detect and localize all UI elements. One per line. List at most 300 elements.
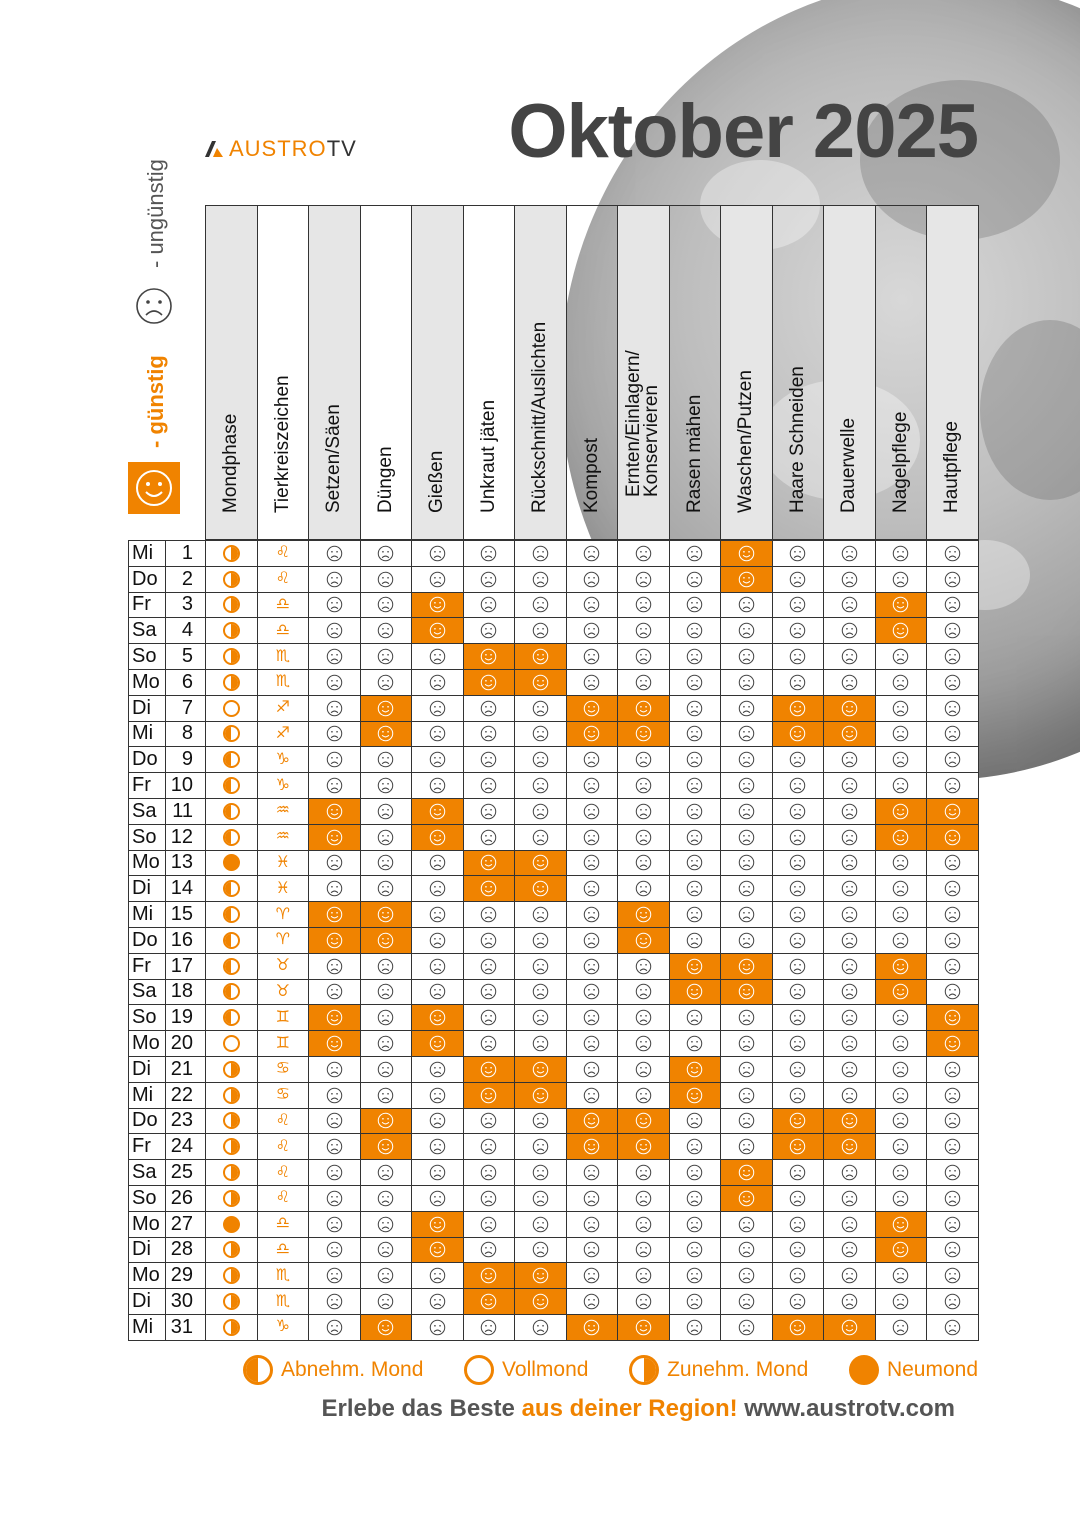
- frown-icon: [480, 1164, 497, 1181]
- unfavorable-cell: [669, 901, 722, 928]
- smiley-icon: [532, 1087, 549, 1104]
- unfavorable-cell: [463, 927, 516, 954]
- unfavorable-cell: [308, 979, 361, 1006]
- favorable-cell: [308, 927, 361, 954]
- favorable-cell: [360, 1108, 413, 1135]
- frown-icon: [944, 906, 961, 923]
- unfavorable-cell: [617, 1288, 670, 1315]
- frown-icon: [326, 1319, 343, 1336]
- unfavorable-cell: [823, 540, 876, 567]
- frown-icon: [892, 1267, 909, 1284]
- frown-icon: [944, 1087, 961, 1104]
- favorable-cell: [360, 901, 413, 928]
- zodiac-icon: ♌: [275, 544, 290, 562]
- column-header: [823, 205, 876, 540]
- unfavorable-cell: [772, 1004, 825, 1031]
- frown-icon: [377, 1164, 394, 1181]
- unfavorable-cell: [720, 746, 773, 773]
- weekday-cell: Do: [128, 927, 166, 954]
- unfavorable-cell: [514, 540, 567, 567]
- unfavorable-cell: [463, 953, 516, 980]
- unfavorable-cell: [772, 927, 825, 954]
- unfavorable-cell: [875, 721, 928, 748]
- frown-icon: [429, 880, 446, 897]
- favorable-cell: [463, 669, 516, 696]
- smiley-icon: [480, 1267, 497, 1284]
- smiley-icon: [686, 958, 703, 975]
- frown-icon: [686, 854, 703, 871]
- smiley-icon: [789, 1319, 806, 1336]
- frown-icon: [635, 1035, 652, 1052]
- date-cell: 19: [165, 1004, 206, 1031]
- unfavorable-cell: [926, 1185, 979, 1212]
- frown-icon: [429, 725, 446, 742]
- unfavorable-cell: [772, 979, 825, 1006]
- unfavorable-cell: [360, 1237, 413, 1264]
- frown-icon: [686, 1267, 703, 1284]
- frown-icon: [480, 545, 497, 562]
- favorable-cell: [875, 1237, 928, 1264]
- frown-icon: [429, 700, 446, 717]
- frown-icon: [377, 648, 394, 665]
- frown-icon: [841, 1164, 858, 1181]
- frown-icon: [635, 803, 652, 820]
- unfavorable-cell: [720, 1082, 773, 1109]
- frown-icon: [135, 287, 173, 325]
- unfavorable-cell: [617, 1030, 670, 1057]
- unfavorable-cell: [617, 772, 670, 799]
- favorable-cell: [823, 1108, 876, 1135]
- zodiac-cell: [257, 566, 310, 593]
- frown-icon: [326, 1112, 343, 1129]
- frown-icon: [480, 983, 497, 1000]
- zodiac-icon: ♉: [275, 957, 290, 975]
- weekday-cell: So: [128, 1185, 166, 1212]
- frown-icon: [377, 777, 394, 794]
- unfavorable-cell: [823, 566, 876, 593]
- smiley-icon: [377, 1112, 394, 1129]
- zodiac-icon: ♐: [275, 699, 290, 717]
- frown-icon: [583, 829, 600, 846]
- zodiac-cell: [257, 901, 310, 928]
- frown-icon: [738, 1009, 755, 1026]
- frown-icon: [738, 648, 755, 665]
- weekday-cell: So: [128, 1004, 166, 1031]
- favorable-cell: [617, 1314, 670, 1341]
- unfavorable-cell: [308, 540, 361, 567]
- favorable-cell: [617, 721, 670, 748]
- zodiac-cell: [257, 1159, 310, 1186]
- unfavorable-cell: [411, 721, 464, 748]
- smiley-icon: [480, 854, 497, 871]
- frown-icon: [789, 906, 806, 923]
- unfavorable-cell: [720, 824, 773, 851]
- waning-moon-icon: [223, 803, 240, 820]
- favorable-cell: [875, 953, 928, 980]
- waxing-moon-icon: [223, 648, 240, 665]
- frown-icon: [480, 829, 497, 846]
- unfavorable-cell: [926, 746, 979, 773]
- frown-icon: [635, 880, 652, 897]
- frown-icon: [944, 983, 961, 1000]
- favorable-cell: [514, 1082, 567, 1109]
- frown-icon: [635, 854, 652, 871]
- frown-icon: [429, 648, 446, 665]
- unfavorable-cell: [411, 1262, 464, 1289]
- frown-icon: [583, 1061, 600, 1078]
- frown-icon: [326, 854, 343, 871]
- unfavorable-cell: [566, 1237, 619, 1264]
- frown-icon: [326, 1087, 343, 1104]
- frown-icon: [583, 1087, 600, 1104]
- frown-icon: [583, 854, 600, 871]
- waxing-moon-icon: [223, 674, 240, 691]
- frown-icon: [326, 1241, 343, 1258]
- frown-icon: [635, 571, 652, 588]
- frown-icon: [789, 777, 806, 794]
- frown-icon: [635, 1087, 652, 1104]
- frown-icon: [789, 674, 806, 691]
- frown-icon: [326, 958, 343, 975]
- unfavorable-cell: [514, 617, 567, 644]
- unfavorable-cell: [360, 1185, 413, 1212]
- frown-icon: [635, 983, 652, 1000]
- frown-icon: [326, 1138, 343, 1155]
- unfavorable-cell: [772, 1056, 825, 1083]
- column-header: [205, 205, 258, 540]
- unfavorable-cell: [566, 901, 619, 928]
- date-cell: 7: [165, 695, 206, 722]
- zodiac-cell: [257, 1288, 310, 1315]
- date-cell: 14: [165, 875, 206, 902]
- frown-icon: [480, 1241, 497, 1258]
- weekday-cell: Do: [128, 746, 166, 773]
- moon-phase-cell: [205, 1030, 258, 1057]
- frown-icon: [583, 751, 600, 768]
- unfavorable-cell: [411, 953, 464, 980]
- frown-icon: [377, 596, 394, 613]
- smiley-icon: [429, 1241, 446, 1258]
- date-cell: 28: [165, 1237, 206, 1264]
- frown-icon: [429, 906, 446, 923]
- unfavorable-cell: [772, 1030, 825, 1057]
- favorable-cell: [360, 1133, 413, 1160]
- favorable-cell: [772, 1133, 825, 1160]
- unfavorable-cell: [823, 643, 876, 670]
- unfavorable-cell: [772, 953, 825, 980]
- frown-icon: [738, 725, 755, 742]
- unfavorable-cell: [823, 592, 876, 619]
- frown-icon: [377, 571, 394, 588]
- moon-phase-cell: [205, 1237, 258, 1264]
- frown-icon: [429, 545, 446, 562]
- smiley-icon: [635, 932, 652, 949]
- moon-phase-cell: [205, 1082, 258, 1109]
- favorable-cell: [463, 1056, 516, 1083]
- unfavorable-cell: [566, 1262, 619, 1289]
- frown-icon: [532, 1138, 549, 1155]
- unfavorable-cell: [360, 669, 413, 696]
- unfavorable-cell: [566, 1159, 619, 1186]
- unfavorable-cell: [823, 901, 876, 928]
- frown-icon: [326, 777, 343, 794]
- unfavorable-cell: [669, 540, 722, 567]
- frown-icon: [892, 1164, 909, 1181]
- column-header: [566, 205, 619, 540]
- zodiac-icon: ♌: [275, 1111, 290, 1129]
- smiley-icon: [738, 983, 755, 1000]
- frown-icon: [944, 1061, 961, 1078]
- unfavorable-cell: [823, 746, 876, 773]
- unfavorable-cell: [875, 1262, 928, 1289]
- frown-icon: [377, 803, 394, 820]
- unfavorable-cell: [360, 1030, 413, 1057]
- unfavorable-cell: [617, 1185, 670, 1212]
- frown-icon: [532, 1241, 549, 1258]
- unfavorable-cell: [772, 824, 825, 851]
- frown-icon: [377, 622, 394, 639]
- frown-icon: [686, 1138, 703, 1155]
- unfavorable-cell: [308, 695, 361, 722]
- unfavorable-cell: [772, 1082, 825, 1109]
- zodiac-icon: ♑: [275, 776, 290, 794]
- legend-full: Vollmond: [464, 1355, 588, 1385]
- unfavorable-cell: [875, 540, 928, 567]
- frown-icon: [583, 1164, 600, 1181]
- column-header-label: Rückschnitt/Auslichten: [529, 321, 551, 513]
- frown-icon: [738, 1241, 755, 1258]
- unfavorable-cell: [720, 721, 773, 748]
- column-header: [360, 205, 413, 540]
- frown-icon: [789, 803, 806, 820]
- favorable-cell: [463, 643, 516, 670]
- favorable-cell: [411, 798, 464, 825]
- smiley-icon: [326, 1035, 343, 1052]
- frown-icon: [944, 1112, 961, 1129]
- unfavorable-cell: [463, 566, 516, 593]
- frown-icon: [583, 1267, 600, 1284]
- frown-icon: [635, 1009, 652, 1026]
- zodiac-cell: [257, 617, 310, 644]
- unfavorable-cell: [926, 1159, 979, 1186]
- unfavorable-cell: [514, 1159, 567, 1186]
- unfavorable-cell: [926, 953, 979, 980]
- frown-icon: [326, 1293, 343, 1310]
- unfavorable-cell: [669, 850, 722, 877]
- page-title: Oktober 2025: [508, 89, 978, 174]
- waxing-moon-icon: [223, 1293, 240, 1310]
- favorable-cell: [823, 695, 876, 722]
- column-header-label: Dauerwelle: [838, 417, 860, 513]
- frown-icon: [480, 1138, 497, 1155]
- unfavorable-cell: [463, 695, 516, 722]
- unfavorable-cell: [514, 721, 567, 748]
- frown-icon: [841, 596, 858, 613]
- date-cell: 1: [165, 540, 206, 567]
- date-cell: 5: [165, 643, 206, 670]
- favorable-cell: [514, 1056, 567, 1083]
- frown-icon: [377, 1190, 394, 1207]
- smiley-icon: [789, 1112, 806, 1129]
- zodiac-cell: [257, 721, 310, 748]
- weekday-cell: Sa: [128, 617, 166, 644]
- frown-icon: [686, 1190, 703, 1207]
- frown-icon: [583, 571, 600, 588]
- moon-phase-cell: [205, 875, 258, 902]
- frown-icon: [841, 906, 858, 923]
- smiley-icon: [841, 1112, 858, 1129]
- date-cell: 8: [165, 721, 206, 748]
- frown-icon: [326, 622, 343, 639]
- column-header-label: Haare Schneiden: [786, 366, 808, 513]
- frown-icon: [532, 932, 549, 949]
- date-cell: 15: [165, 901, 206, 928]
- frown-icon: [635, 751, 652, 768]
- unfavorable-cell: [463, 1211, 516, 1238]
- unfavorable-cell: [308, 669, 361, 696]
- unfavorable-cell: [463, 617, 516, 644]
- favorable-cell: [720, 979, 773, 1006]
- weekday-cell: Mo: [128, 1030, 166, 1057]
- zodiac-cell: [257, 927, 310, 954]
- unfavorable-cell: [823, 927, 876, 954]
- unfavorable-cell: [875, 1133, 928, 1160]
- frown-icon: [841, 1087, 858, 1104]
- unfavorable-cell: [566, 1185, 619, 1212]
- frown-icon: [789, 622, 806, 639]
- frown-icon: [635, 777, 652, 794]
- unfavorable-cell: [411, 1082, 464, 1109]
- unfavorable-cell: [926, 850, 979, 877]
- frown-icon: [480, 932, 497, 949]
- favorable-cell: [514, 1262, 567, 1289]
- unfavorable-cell: [308, 1159, 361, 1186]
- zodiac-cell: [257, 643, 310, 670]
- frown-icon: [892, 777, 909, 794]
- frown-icon: [738, 1267, 755, 1284]
- smiley-icon: [635, 725, 652, 742]
- frown-icon: [532, 751, 549, 768]
- frown-icon: [480, 1190, 497, 1207]
- frown-icon: [841, 803, 858, 820]
- zodiac-icon: ♏: [275, 673, 290, 691]
- zodiac-icon: ♐: [275, 724, 290, 742]
- zodiac-icon: ♌: [275, 1189, 290, 1207]
- unfavorable-cell: [617, 979, 670, 1006]
- unfavorable-cell: [360, 1288, 413, 1315]
- zodiac-cell: [257, 695, 310, 722]
- favorable-cell: [875, 824, 928, 851]
- column-header: [926, 205, 979, 540]
- smiley-icon: [532, 674, 549, 691]
- favorable-cell: [720, 566, 773, 593]
- frown-icon: [944, 648, 961, 665]
- frown-icon: [789, 1267, 806, 1284]
- frown-icon: [532, 725, 549, 742]
- column-header-label: Setzen/Säen: [323, 404, 345, 513]
- unfavorable-cell: [875, 1004, 928, 1031]
- favorable-cell: [308, 824, 361, 851]
- unfavorable-cell: [514, 695, 567, 722]
- column-header-label: Düngen: [374, 446, 396, 513]
- moon-phase-cell: [205, 540, 258, 567]
- unfavorable-cell: [463, 1314, 516, 1341]
- date-cell: 22: [165, 1082, 206, 1109]
- smiley-icon: [326, 803, 343, 820]
- frown-icon: [480, 803, 497, 820]
- unfavorable-cell: [463, 901, 516, 928]
- waxing-moon-icon: [223, 1061, 240, 1078]
- frown-icon: [789, 880, 806, 897]
- frown-icon: [892, 1087, 909, 1104]
- unfavorable-cell: [566, 617, 619, 644]
- zodiac-cell: [257, 1082, 310, 1109]
- frown-icon: [738, 1293, 755, 1310]
- frown-icon: [532, 596, 549, 613]
- smiley-icon: [944, 829, 961, 846]
- column-header-label: Kompost: [580, 438, 602, 513]
- unfavorable-cell: [308, 617, 361, 644]
- frown-icon: [377, 1241, 394, 1258]
- unfavorable-cell: [772, 772, 825, 799]
- unfavorable-cell: [823, 772, 876, 799]
- waning-moon-icon: [223, 829, 240, 846]
- frown-icon: [429, 1164, 446, 1181]
- frown-icon: [377, 829, 394, 846]
- zodiac-cell: [257, 1133, 310, 1160]
- frown-icon: [944, 700, 961, 717]
- moon-phase-cell: [205, 746, 258, 773]
- date-cell: 29: [165, 1262, 206, 1289]
- frown-icon: [480, 1035, 497, 1052]
- unfavorable-cell: [926, 901, 979, 928]
- favorable-cell: [514, 875, 567, 902]
- frown-icon: [583, 932, 600, 949]
- frown-icon: [841, 932, 858, 949]
- frown-icon: [841, 983, 858, 1000]
- favorable-cell: [514, 1288, 567, 1315]
- column-header: [257, 205, 310, 540]
- weekday-cell: So: [128, 824, 166, 851]
- date-cell: 24: [165, 1133, 206, 1160]
- frown-icon: [944, 1319, 961, 1336]
- frown-icon: [686, 932, 703, 949]
- waxing-moon-icon: [223, 1241, 240, 1258]
- frown-icon: [480, 1112, 497, 1129]
- unfavorable-cell: [411, 1185, 464, 1212]
- favorable-cell: [308, 798, 361, 825]
- unfavorable-cell: [308, 643, 361, 670]
- unfavorable-cell: [669, 772, 722, 799]
- unfavorable-cell: [411, 1159, 464, 1186]
- unfavorable-cell: [411, 1108, 464, 1135]
- frown-icon: [686, 751, 703, 768]
- unfavorable-cell: [617, 669, 670, 696]
- frown-icon: [944, 777, 961, 794]
- waning-moon-icon: [223, 958, 240, 975]
- smiley-icon: [686, 1087, 703, 1104]
- waxing-moon-icon: [223, 1164, 240, 1181]
- unfavorable-cell: [463, 1237, 516, 1264]
- unfavorable-cell: [514, 1004, 567, 1031]
- frown-icon: [944, 932, 961, 949]
- frown-icon: [789, 1164, 806, 1181]
- unfavorable-cell: [566, 798, 619, 825]
- zodiac-icon: ♒: [275, 828, 290, 846]
- favorable-cell: [514, 669, 567, 696]
- unfavorable-cell: [617, 798, 670, 825]
- unfavorable-cell: [926, 772, 979, 799]
